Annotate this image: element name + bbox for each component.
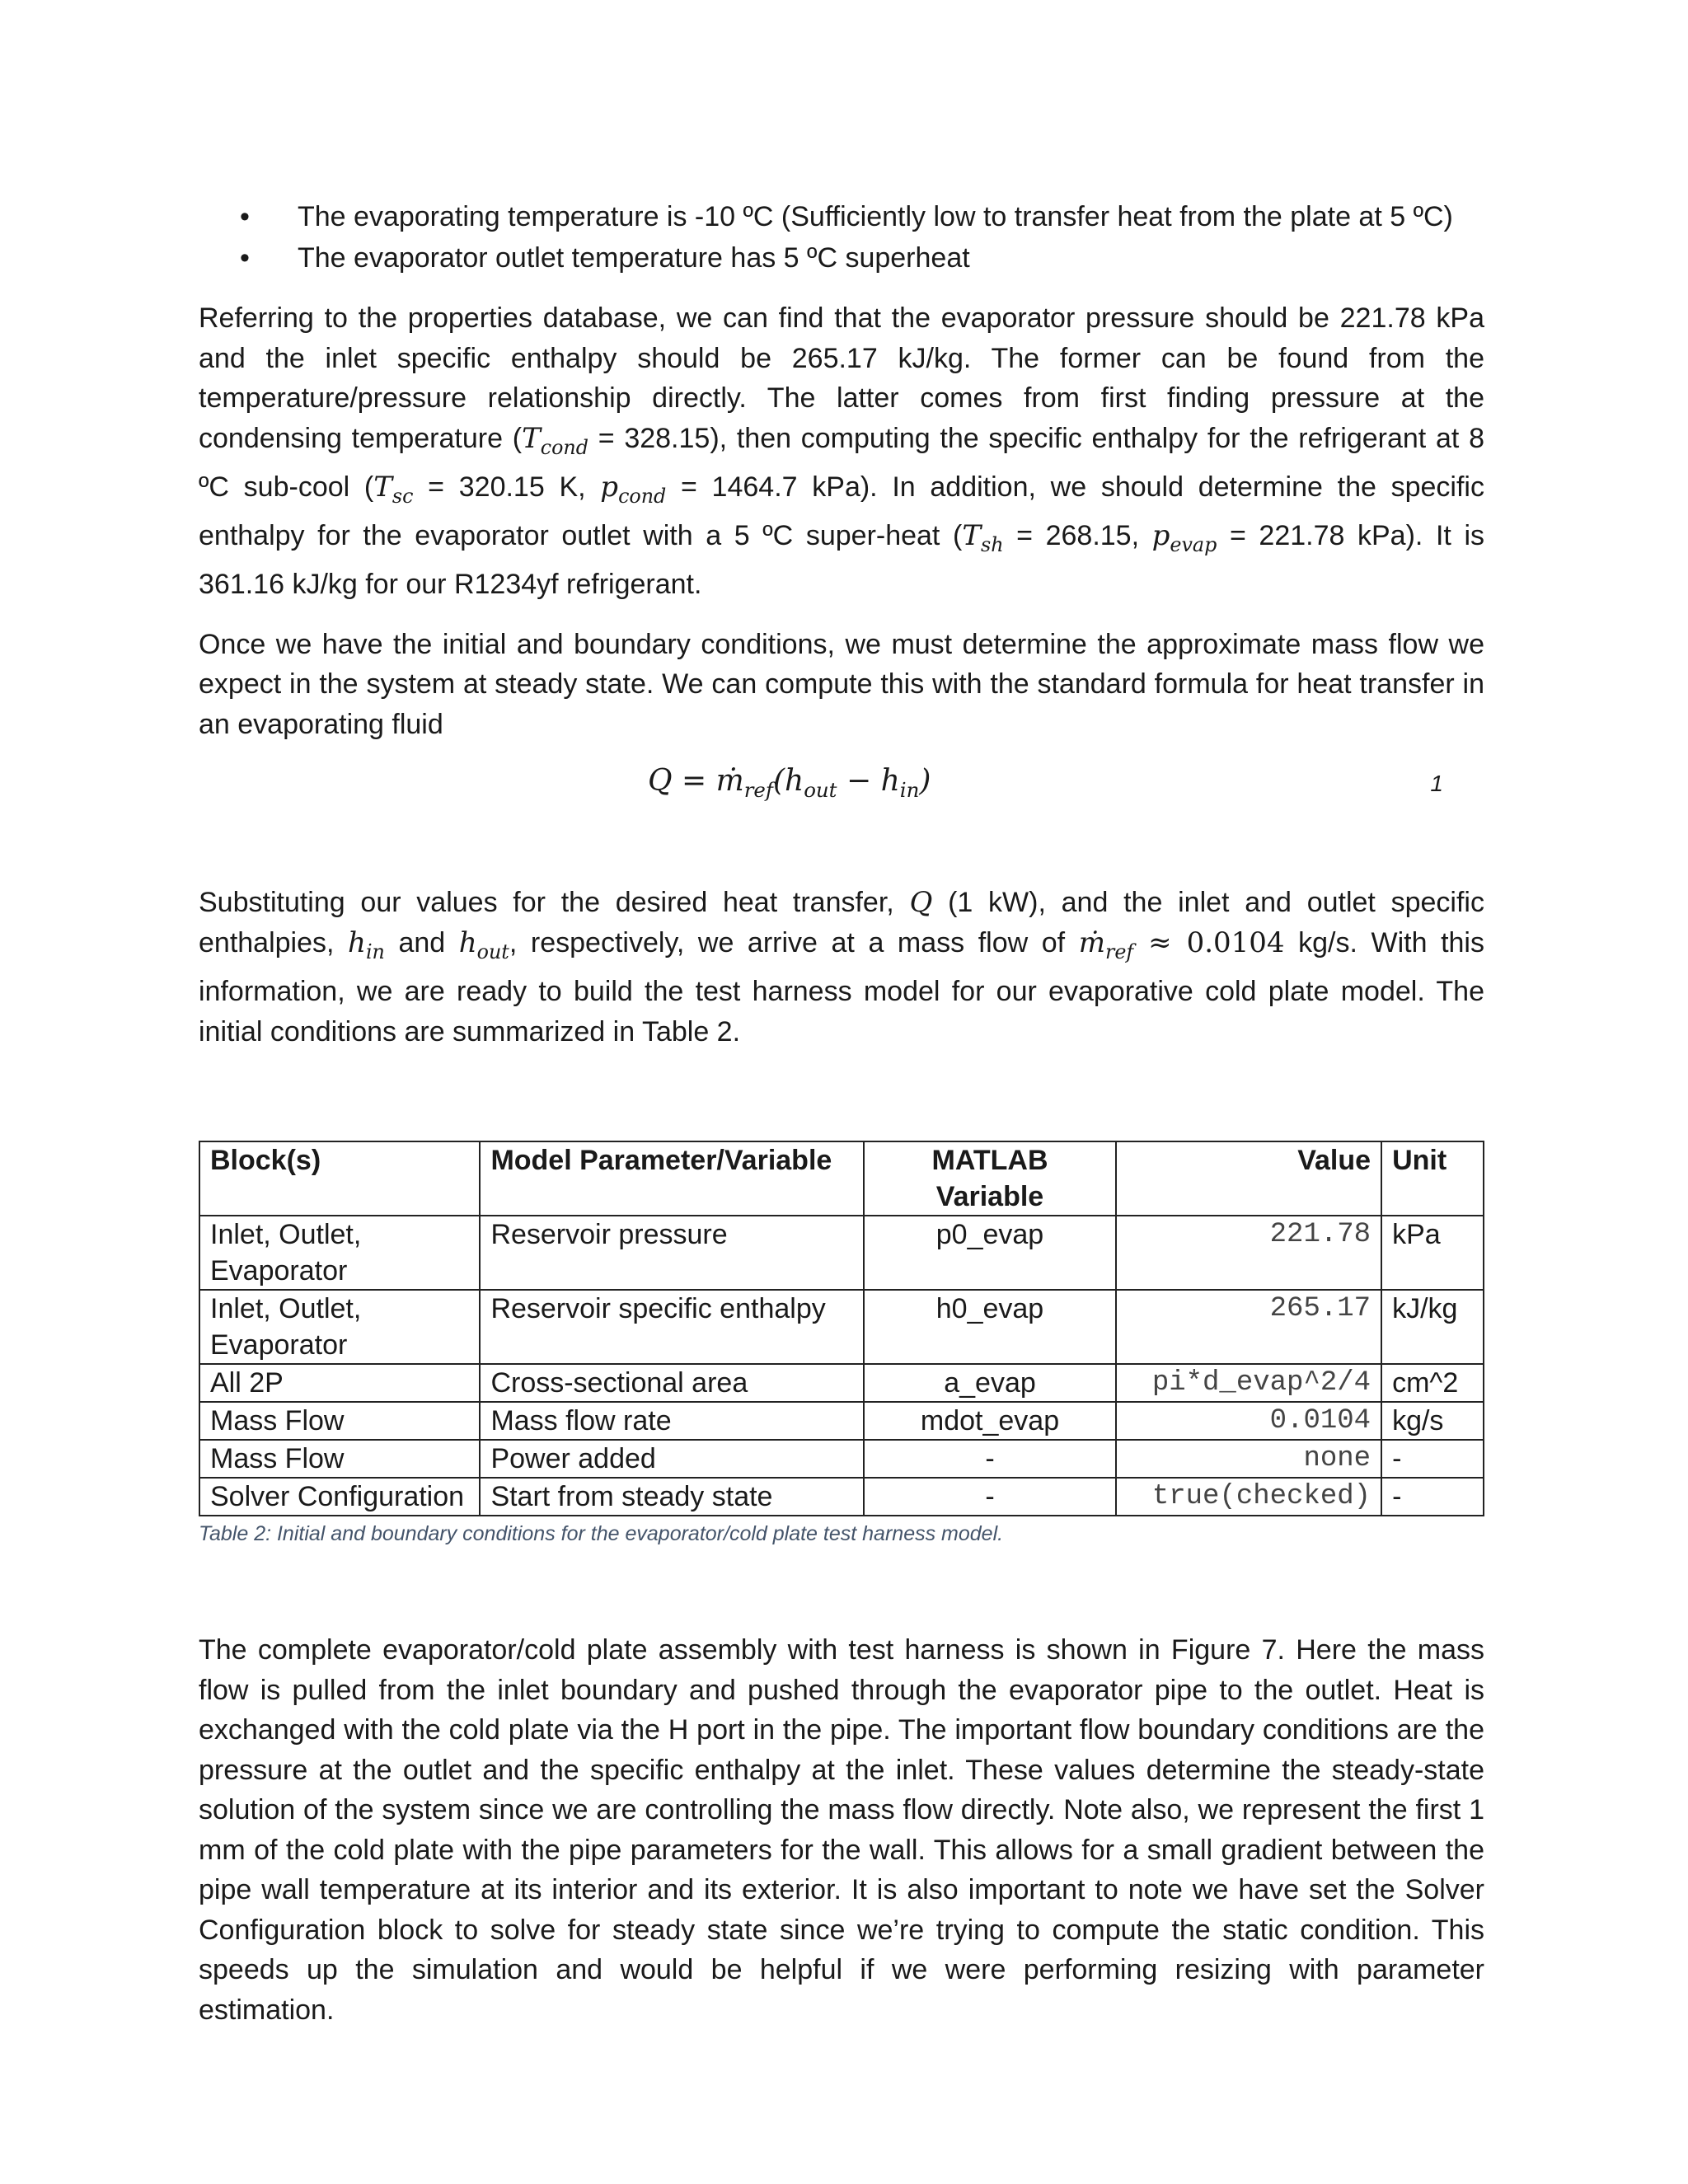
text: Referring to the properties database, we can find that the evaporator pressure should be 221.78 kPa and the inlet specific enthalpy should be 265.17 kJ/kg. The former can be found from the temperature/pressure relationship directly. The latter comes from first finding pressure at the condensing temperature (	[199, 302, 1484, 454]
cell-matlab-variable: mdot_evap	[864, 1402, 1116, 1440]
symbol-t-sh: $T_{sh}$	[962, 519, 1004, 556]
text: = 268.15,	[1003, 520, 1152, 552]
cell-unit: -	[1381, 1478, 1484, 1516]
cell-unit: kPa	[1381, 1216, 1484, 1290]
table-row	[199, 1478, 1484, 1516]
cell-blocks: Mass Flow	[199, 1402, 480, 1440]
text: = 1464.7 kPa). In addition, we should determine the specific enthalpy for the evaporator outlet with a 5 ºC super-heat (	[199, 471, 1484, 552]
list-item: • The evaporating temperature is -10 ºC (Sufficiently low to transfer heat from the plate at 5 ºC)	[199, 196, 1484, 237]
symbol-h-in: $h_{in}$	[348, 926, 385, 963]
symbol-p-evap: $p_{evap}$	[1151, 519, 1217, 556]
cell-parameter: Reservoir specific enthalpy	[480, 1290, 863, 1364]
paragraph-properties	[199, 298, 1484, 605]
conditions-list	[199, 196, 1484, 279]
table-row	[199, 1364, 1484, 1402]
cell-value: pi*d_evap^2/4	[1116, 1364, 1381, 1402]
cell-value: true(checked)	[1116, 1478, 1381, 1516]
symbol-t-sc: $T_{sc}$	[373, 470, 414, 508]
cell-matlab-variable: a_evap	[864, 1364, 1116, 1402]
document-page	[199, 196, 1484, 2030]
cell-value: 265.17	[1116, 1290, 1381, 1364]
header-matlab-variable: MATLAB Variable	[864, 1141, 1116, 1216]
header-parameter: Model Parameter/Variable	[480, 1141, 863, 1216]
cell-parameter: Mass flow rate	[480, 1402, 863, 1440]
symbol-h-out: $h_{out}$	[458, 926, 509, 963]
equation-formula: $Q = ṁ_{ref}(h_{out} - h_{in})$	[648, 764, 931, 803]
cell-matlab-variable: -	[864, 1440, 1116, 1478]
cell-value: 0.0104	[1116, 1402, 1381, 1440]
cell-blocks: Inlet, Outlet, Evaporator	[199, 1216, 480, 1290]
paragraph-mass-flow-intro: Once we have the initial and boundary conditions, we must determine the approximate mass flow we expect in the system at steady state. We can compute this with the standard formula for heat transfer in an evaporating fluid	[199, 628, 1484, 740]
symbol-m-ref: ṁ$_{ref}$ ≈ 0.0104	[1078, 926, 1285, 963]
cell-blocks: All 2P	[199, 1364, 480, 1402]
cell-blocks: Mass Flow	[199, 1440, 480, 1478]
cell-blocks: Solver Configuration	[199, 1478, 480, 1516]
symbol-p-cond: $p_{cond}$	[600, 470, 667, 508]
table-caption: Table 2: Initial and boundary conditions for the evaporator/cold plate test harness model.	[199, 1522, 1004, 1546]
cell-parameter: Power added	[480, 1440, 863, 1478]
header-unit: Unit	[1381, 1141, 1484, 1216]
symbol-t-cond: $T_{cond}$	[522, 421, 588, 459]
cell-matlab-variable: h0_evap	[864, 1290, 1116, 1364]
header-value: Value	[1116, 1141, 1381, 1216]
table-row	[199, 1440, 1484, 1478]
cell-unit: -	[1381, 1440, 1484, 1478]
cell-matlab-variable: p0_evap	[864, 1216, 1116, 1290]
cell-parameter: Cross-sectional area	[480, 1364, 863, 1402]
cell-parameter: Reservoir pressure	[480, 1216, 863, 1290]
paragraph-substitution: Substituting our values for the desired heat transfer, Q (1 kW), and the inlet and outlet specific enthalpies, $h_{in}$ and $h_{out}$, respectively, we arrive at a mass flow of ṁ$_{ref}$ ≈ 0.0104 kg/s. With this information, we are ready to build the test harness model for our evaporative cold plate model. The initial conditions are summarized in Table 2.	[199, 886, 1484, 1047]
paragraph-assembly-description: The complete evaporator/cold plate assembly with test harness is shown in Figure 7. Here the mass flow is pulled from the inlet boundary and pushed through the evaporator pipe to the outlet. Heat is exchanged with the cold plate via the H port in the pipe. The important flow boundary conditions are the pressure at the outlet and the specific enthalpy at the inlet. These values determine the steady-state solution of the system since we are controlling the mass flow directly. Note also, we represent the first 1 mm of the cold plate with the pipe parameters for the wall. This allows for a small gradient between the pipe wall temperature at its interior and its exterior. It is also important to note we have set the Solver Configuration block to solve for steady state since we’re trying to compute the static condition. This speeds up the simulation and would be helpful if we were performing resizing with parameter estimation.	[199, 1634, 1484, 2026]
table-header-row	[199, 1141, 1484, 1216]
table-row	[199, 1216, 1484, 1290]
text: = 320.15 K,	[413, 471, 601, 503]
cell-value: 221.78	[1116, 1216, 1381, 1290]
conditions-table	[199, 1141, 1484, 1516]
cell-unit: cm^2	[1381, 1364, 1484, 1402]
cell-matlab-variable: -	[864, 1478, 1116, 1516]
table-row	[199, 1402, 1484, 1440]
symbol-q: Q	[909, 886, 933, 920]
equation-number: 1	[1430, 771, 1443, 797]
cell-value: none	[1116, 1440, 1381, 1478]
text: = 328.15), then computing the specific enthalpy for the refrigerant at 8 ºC sub-cool (	[199, 422, 1484, 503]
table-row	[199, 1290, 1484, 1364]
cell-unit: kg/s	[1381, 1402, 1484, 1440]
equation-1	[199, 764, 1484, 822]
cell-unit: kJ/kg	[1381, 1290, 1484, 1364]
header-blocks: Block(s)	[199, 1141, 480, 1216]
list-item: • The evaporator outlet temperature has 5 ºC superheat	[199, 237, 1484, 279]
cell-blocks: Inlet, Outlet, Evaporator	[199, 1290, 480, 1364]
text: = 221.78 kPa). It is 361.16 kJ/kg for our R1234yf refrigerant.	[199, 520, 1484, 601]
cell-parameter: Start from steady state	[480, 1478, 863, 1516]
